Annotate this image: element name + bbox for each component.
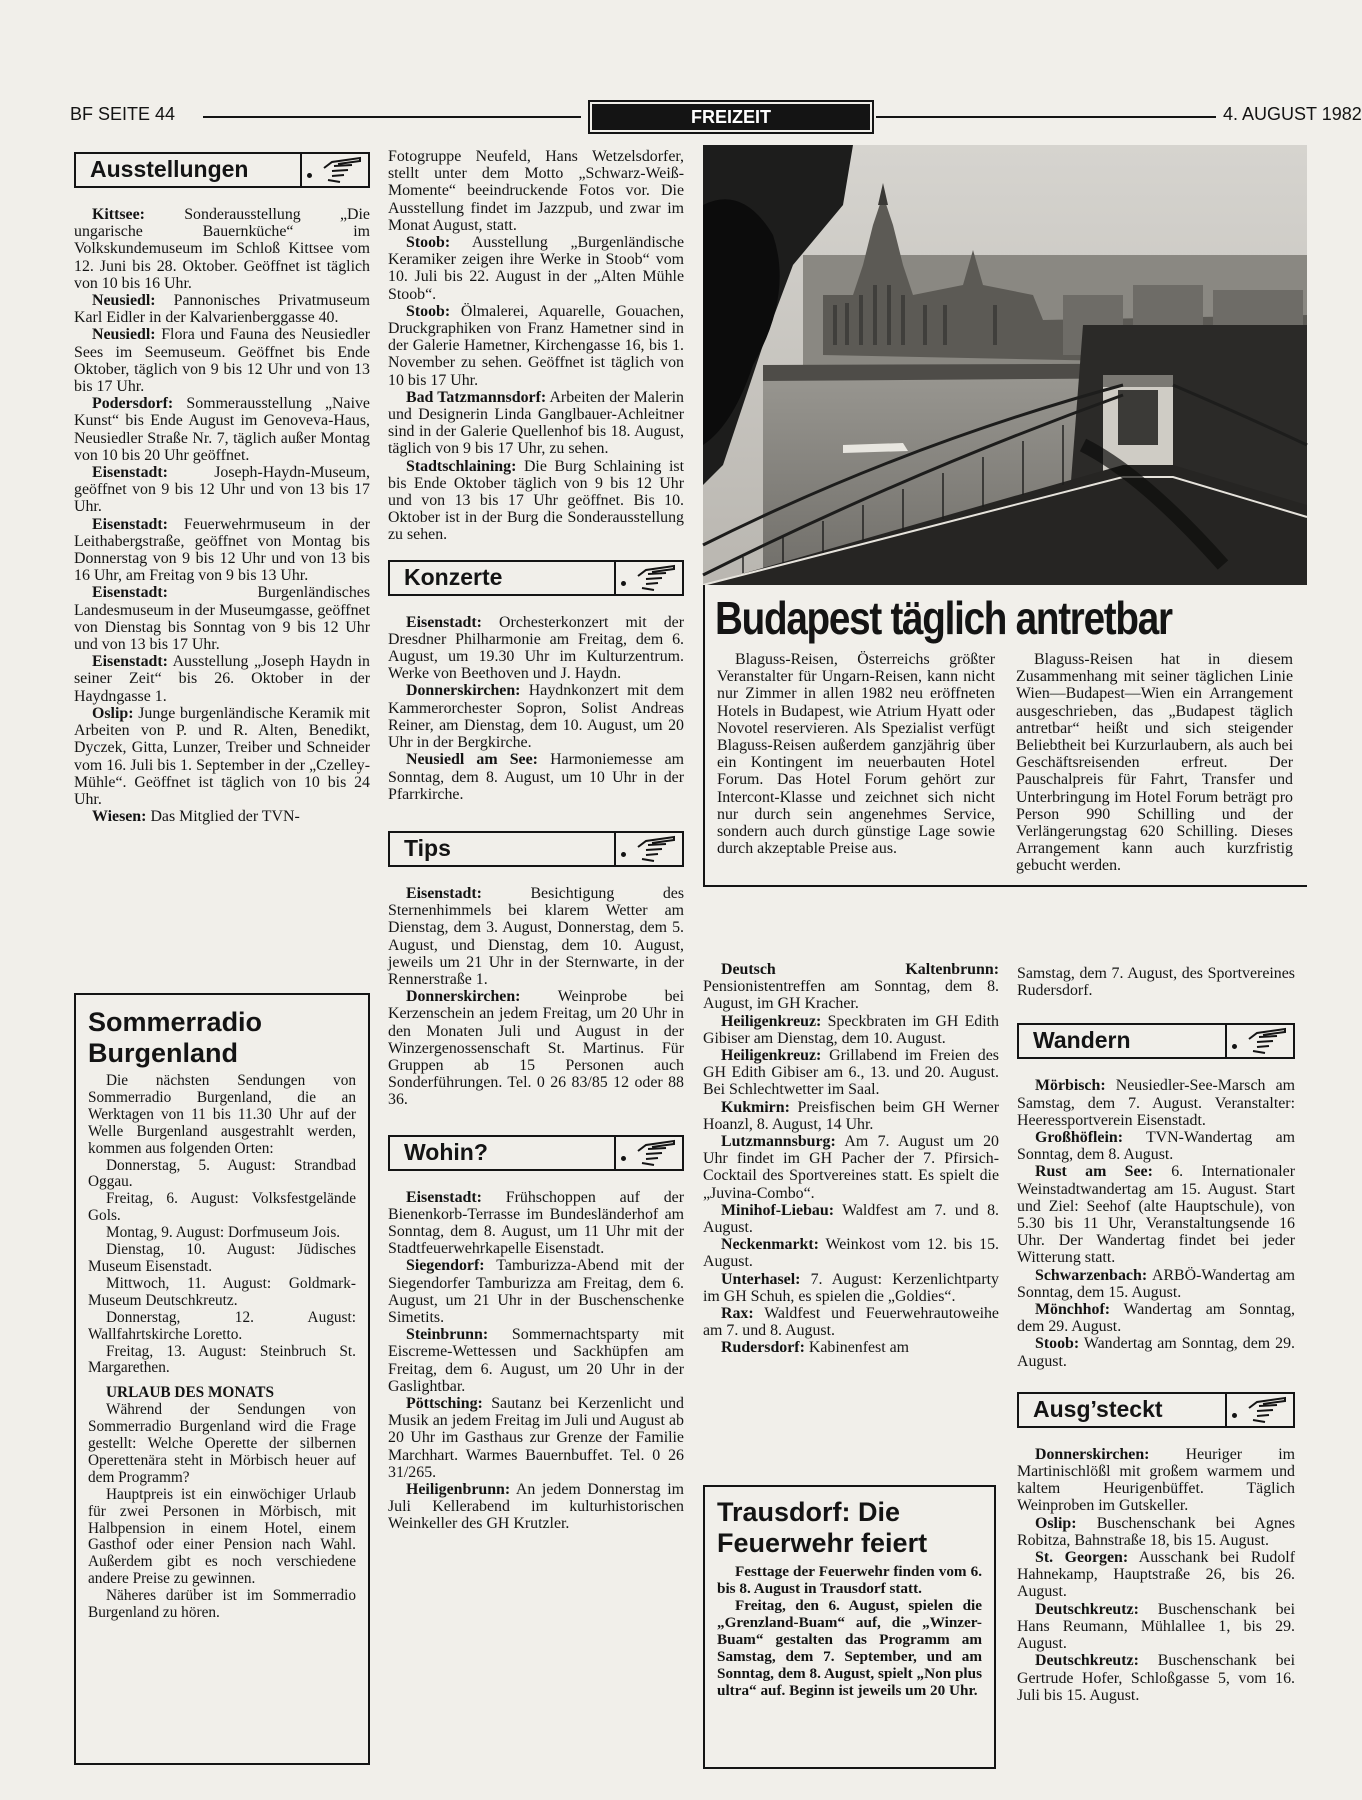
list-item: Pöttsching: Sautanz bei Kerzenlicht und Musik an jedem Freitag im Juli und August ab 20 Uhr im Gasthaus zur Grenze der Familie Marchhart. Warmes Bauernbuffet. Tel. 0 26 31/265.: [388, 1394, 684, 1481]
list-item: Donnerskirchen: Haydnkonzert mit dem Kammerorchester Sopron, Solist Andreas Reiner, am Dienstag, dem 10. August, um 20 Uhr in der Bergkirche.: [388, 682, 684, 752]
tips-header: [388, 831, 684, 867]
list-item: Heiligenkreuz: Grillabend im Freien des GH Edith Gibiser am 6., 13. und 20. August. Bei Schlechtwetter im Saal.: [703, 1047, 999, 1099]
list-item: Donnerskirchen: Weinprobe bei Kerzenschein an jedem Freitag, um 20 Uhr in den Monaten Juli und August in der Winzergenossenschaft St. Martinus. Für Gruppen ab 15 Personen auch Sonderführungen. Tel. 0 26 83/85 12 oder 88 36.: [388, 988, 684, 1109]
konzerte-header: [388, 560, 684, 596]
article-border-left: [703, 585, 705, 887]
list-item: Heiligenkreuz: Speckbraten im GH Edith Gibiser am Dienstag, dem 10. August.: [703, 1012, 999, 1047]
list-item: Eisenstadt: Orchesterkonzert mit der Dresdner Philharmonie am Freitag, dem 6. August, um 19.30 Uhr im Kulturzentrum. Werke von Beethoven und J. Haydn.: [388, 613, 684, 683]
list-item: Eisenstadt: Joseph-Haydn-Museum, geöffnet von 9 bis 12 Uhr und von 13 bis 17 Uhr.: [74, 464, 370, 516]
list-item: Donnerskirchen: Heuriger im Martinischlößl mit großem warmem und kaltem Heurigenbüffet. Täglich Weinproben im Gutskeller.: [1017, 1445, 1295, 1515]
trausdorf-box: [703, 1485, 996, 1769]
paragraph: Freitag, den 6. August, spielen die „Grenzland-Buam“ auf, die „Winzer-Buam“ gestalten das Programm am Samstag, dem 7. September, und am Sonntag, dem 8. August, spielt „Non plus ultra“ auf. Beginn ist jeweils um 20 Uhr.: [717, 1597, 982, 1699]
list-item: Steinbrunn: Sommernachtsparty mit Eiscreme-Wettessen und Sackhüpfen am Freitag, dem 6. August, um 20 Uhr in der Gaslightbar.: [388, 1326, 684, 1395]
list-item: Eisenstadt: Feuerwehrmuseum in der Leithabergstraße, geöffnet von Montag bis Donnerstag von 9 bis 12 Uhr und von 13 bis 16 Uhr, am Freitag von 9 bis 13 Uhr.: [74, 515, 370, 585]
wandern-title: Wandern: [1033, 1027, 1131, 1054]
list-item: Stadtschlaining: Die Burg Schlaining ist bis Ende Oktober täglich von 9 bis 12 Uhr und von 13 bis 17 Uhr geöffnet. Bis 10. Oktober ist in der Burg die Sonderausstellung zu sehen.: [388, 457, 684, 544]
date-item: Mittwoch, 11. August: Goldmark-Museum Deutschkreutz.: [88, 1274, 356, 1309]
budapest-headline: Budapest täglich antretbar: [715, 592, 1172, 644]
paragraph: Blaguss-Reisen, Österreichs größter Veranstalter für Ungarn-Reisen, kann nicht nur Zimmer in allen 1982 neu eröffneten Hotels in Budapest, wie Atrium Hyatt oder Novotel reservieren. Als Spezialist verfügt Blaguss-Reisen außerdem ganzjährig über ein Kontingent im neuerbauten Hotel Forum. Das Hotel Forum gehört zur Intercont-Klasse und zeichnet sich nicht nur durch sein angenehmes Service, sondern auch durch günstige Lage sowie durch akzeptable Preise aus.: [717, 651, 995, 858]
chain-bridge-image: [703, 145, 1307, 585]
date-item: Freitag, 13. August: Steinbruch St. Margarethen.: [88, 1342, 356, 1377]
list-item: Kittsee: Sonderausstellung „Die ungarische Bauernküche“ im Volkskundemuseum im Schloß Kittsee vom 12. Juni bis 28. Oktober. Geöffnet ist täglich von 10 bis 16 Uhr.: [74, 206, 370, 292]
list-item: Deutsch Kaltenbrunn: Pensionistentreffen am Sonntag, dem 8. August, im GH Kracher.: [703, 961, 999, 1013]
list-item: Minihof-Liebau: Waldfest am 7. und 8. August.: [703, 1201, 1000, 1237]
page-header: [70, 100, 1362, 134]
budapest-photo: [703, 145, 1307, 585]
list-item: Rudersdorf: Kabinenfest am: [721, 1339, 910, 1357]
wandern-header: [1017, 1023, 1295, 1059]
list-item: Oslip: Buschenschank bei Agnes Robitza, Bahnstraße 18, bis 15. August.: [1017, 1514, 1295, 1549]
list-item: Bad Tatzmannsdorf: Arbeiten der Malerin und Designerin Linda Ganglbauer-Achleitner sind in der Galerie Quellenhof bis 18. August, täglich von 9 bis 17 Uhr, zu sehen.: [388, 388, 684, 458]
list-item: Rax: Waldfest und Feuerwehrautoweihe am 7. und 8. August.: [703, 1305, 999, 1340]
list-item: Mörbisch: Neusiedler-See-Marsch am Samstag, dem 7. August. Veranstalter: Heeressportverein Eisenstadt.: [1017, 1077, 1295, 1129]
list-item: Eisenstadt: Frühschoppen auf der Bienenkorb-Terrasse im Bundesländerhof am Sonntag, dem 8. August, um 11 Uhr mit der Stadtfeuerwehrkapelle Eisenstadt.: [388, 1188, 684, 1258]
list-item: Mönchhof: Wandertag am Sonntag, dem 29. August.: [1017, 1301, 1295, 1336]
list-item: Schwarzenbach: ARBÖ-Wandertag am Sonntag, dem 15. August.: [1017, 1266, 1295, 1301]
paragraph: Festtage der Feuerwehr finden vom 6. bis 8. August in Trausdorf statt.: [717, 1563, 982, 1597]
column-1: [74, 152, 370, 825]
list-item: Wiesen: Das Mitglied der TVN-: [92, 808, 300, 826]
list-item: Eisenstadt: Besichtigung des Sternenhimmels bei klarem Wetter am Dienstag, dem 3. August, Donnerstag, dem 5. August, und Dienstag, dem 10. August, jeweils um 21 Uhr in der Sternwarte, in der Rennerstraße 1.: [388, 884, 684, 988]
list-item: Stoob: Wandertag am Sonntag, dem 29. August.: [1017, 1335, 1295, 1370]
date-item: Montag, 9. August: Dorfmuseum Jois.: [106, 1224, 341, 1242]
date-item: Dienstag, 10. August: Jüdisches Museum Eisenstadt.: [88, 1241, 356, 1275]
pointing-hand-icon: [322, 156, 362, 184]
pointing-hand-icon: [636, 835, 676, 863]
konzerte-title: Konzerte: [404, 563, 503, 590]
list-item: Stoob: Ölmalerei, Aquarelle, Gouachen, Druckgraphiken von Franz Hametner sind in der Galerie Hametner, Kirchengasse 16, bis 1. November zu sehen. Geöffnet ist täglich von 10 bis 17 Uhr.: [388, 302, 684, 389]
list-item: Großhöflein: TVN-Wandertag am Sonntag, dem 8. August.: [1017, 1129, 1296, 1164]
list-item: Deutschkreutz: Buschenschank bei Gertrude Hofer, Schloßgasse 5, vom 16. Juli bis 15. August.: [1017, 1652, 1295, 1704]
continued-text: Samstag, dem 7. August, des Sportvereines Rudersdorf.: [1017, 965, 1295, 1000]
list-item: Neckenmarkt: Weinkost vom 12. bis 15. August.: [703, 1236, 999, 1271]
ausstellungen-header: [74, 152, 370, 188]
tips-title: Tips: [404, 834, 451, 861]
sommerradio-subheading: URLAUB DES MONATS: [106, 1384, 275, 1402]
date-item: Donnerstag, 5. August: Strandbad Oggau.: [88, 1156, 356, 1191]
ausgsteckt-header: [1017, 1392, 1295, 1428]
trausdorf-title: Trausdorf: Die Feuerwehr feiert: [717, 1497, 928, 1558]
list-item: Eisenstadt: Burgenländisches Landesmuseum in der Museumgasse, geöffnet von Dienstag bis Sonntag von 9 bis 12 Uhr und von 13 bis 17 Uhr.: [74, 584, 370, 654]
list-item: Neusiedl am See: Harmoniemesse am Sonntag, dem 8. August, um 10 Uhr in der Pfarrkirche.: [388, 751, 684, 803]
list-item: Unterhasel: 7. August: Kerzenlichtparty im GH Schuh, es spielen die „Goldies“.: [703, 1270, 999, 1305]
header-rule-left: [203, 116, 581, 118]
list-item: Rust am See: 6. Internationaler Weinstadtwandertag am 15. August. Start und Ziel: Seehof (alte Hauptschule), von 5.30 bis 11 Uhr, Veranstaltungsende 16 Uhr. Der Wandertag findet bei jeder Witterung statt.: [1017, 1163, 1295, 1267]
list-item: Eisenstadt: Ausstellung „Joseph Haydn in seiner Zeit“ bis 26. Oktober in der Haydngasse 1.: [74, 653, 370, 705]
ausgsteckt-title: Ausg’steckt: [1033, 1395, 1163, 1422]
list-item: Lutzmannsburg: Am 7. August um 20 Uhr findet im GH Pacher der 7. Pfirsich-Cocktail des Sportvereines statt. Es spielt die „Juvina-Combo“.: [703, 1133, 999, 1202]
paragraph: Hauptpreis ist ein einwöchiger Urlaub für zwei Personen in Mörbisch, mit Halbpension in einem Hotel, einem Gasthof oder einer Pension nach Wahl. Außerdem gibt es noch verschiedene andere Preise zu gewinnen.: [88, 1485, 356, 1588]
header-rule-right: [876, 116, 1216, 118]
pointing-hand-icon: [1247, 1027, 1287, 1055]
list-item: St. Georgen: Ausschank bei Rudolf Hahnekamp, Hauptstraße 26, bis 26. August.: [1017, 1549, 1295, 1601]
paragraph: Blaguss-Reisen hat in diesem Zusammenhang mit seiner täglichen Linie Wien—Budapest—Wien ein Arrangement ausgeschrieben, das „Budapest täglich antretbar“ heißt und sich steigender Beliebtheit bei Kurzurlaubern, als auch bei Geschäftsreisenden erfreut. Der Pauschalpreis für Fahrt, Transfer und Unterbringung im Hotel Forum beträgt pro Person 990 Schilling und der Verlängerungstag 620 Schilling. Dieses Arrangement kann auch kurzfristig gebucht werden.: [1016, 651, 1293, 875]
list-item: Deutschkreutz: Buschenschank bei Hans Reumann, Mühlallee 1, bis 29. August.: [1017, 1600, 1295, 1653]
list-item: Siegendorf: Tamburizza-Abend mit der Siegendorfer Tamburizza am Freitag, dem 6. August, um 21 Uhr in der Buschenschenke Simetits.: [388, 1257, 684, 1326]
list-item: Podersdorf: Sommerausstellung „Naive Kunst“ bis Ende August im Genoveva-Haus, Neusiedler Straße Nr. 7, täglich außer Montag von 10 bis 20 Uhr geöffnet.: [74, 395, 370, 464]
pointing-hand-icon: [636, 564, 676, 592]
list-item: Kukmirn: Preisfischen beim GH Werner Hoanzl, 8. August, 14 Uhr.: [703, 1098, 999, 1133]
paragraph: Näheres darüber ist im Sommerradio Burgenland zu hören.: [88, 1587, 356, 1622]
article-border-bottom: [703, 885, 1307, 887]
pointing-hand-icon: [1247, 1396, 1287, 1424]
sommerradio-box: [74, 993, 370, 1765]
wohin-title: Wohin?: [404, 1138, 488, 1165]
sommerradio-title: Sommerradio Burgenland: [88, 1007, 263, 1068]
ausstellungen-title: Ausstellungen: [90, 156, 249, 182]
issue-date: 4. AUGUST 1982: [1223, 104, 1362, 124]
sommerradio-intro: Die nächsten Sendungen von Sommerradio Burgenland, die an Werktagen von 11 bis 11.30 Uhr auf der Welle Burgenland ausgestrahlt werden, kommen aus folgenden Orten:: [88, 1072, 356, 1157]
list-item: Heiligenbrunn: An jedem Donnerstag im Juli Kellerabend im kulturhistorischen Weinkeller des GH Krutzler.: [388, 1481, 684, 1533]
ausstellungen-list-1: [74, 206, 370, 825]
trausdorf-body: [717, 1563, 982, 1699]
paragraph: Während der Sendungen von Sommerradio Burgenland wird die Frage gestellt: Welche Operette der silbernen Operettenära steht in Mörbisch heuer auf dem Programm?: [88, 1401, 356, 1486]
sommerradio-body: [88, 1073, 356, 1622]
continued-text: Fotogruppe Neufeld, Hans Wetzelsdorfer, stellt unter dem Motto „Schwarz-Weiß-Momente“ beeindruckende Fotos vor. Die Ausstellung findet im Jazzpub, und zwar im Monat August, statt.: [388, 148, 684, 234]
column-4: [1017, 965, 1295, 1704]
date-item: Freitag, 6. August: Volksfestgelände Gols.: [88, 1190, 356, 1225]
wohin-header: [388, 1135, 684, 1171]
list-item: Neusiedl: Flora und Fauna des Neusiedler Sees im Seemuseum. Geöffnet bis Ende Oktober, täglich von 9 bis 12 Uhr und von 13 bis 17 Uhr.: [74, 326, 370, 396]
date-item: Donnerstag, 12. August: Wallfahrtskirche Loretto.: [88, 1308, 356, 1343]
section-title: FREIZEIT: [588, 100, 874, 134]
list-item: Oslip: Junge burgenländische Keramik mit Arbeiten von P. und R. Alten, Benedikt, Dyczek, Gitta, Lunzer, Treiber und Schneider vom 16. Juli bis 1. September in der „Czelley-Mühle“. Geöffnet ist täglich von 10 bis 24 Uhr.: [74, 704, 370, 808]
list-item: Neusiedl: Pannonisches Privatmuseum Karl Eidler in der Kalvarienberggasse 40.: [74, 292, 370, 327]
budapest-text-col-2: [1016, 651, 1293, 875]
page-number: BF SEITE 44: [70, 104, 176, 124]
budapest-text-col-1: [717, 651, 995, 857]
list-item: Stoob: Ausstellung „Burgenländische Keramiker zeigen ihre Werke in Stoob“ vom 10. Juli bis 22. August in der „Alten Mühle Stoob“.: [388, 234, 684, 303]
column-2: [388, 148, 684, 1533]
pointing-hand-icon: [636, 1139, 676, 1167]
column-3: [703, 961, 999, 1357]
